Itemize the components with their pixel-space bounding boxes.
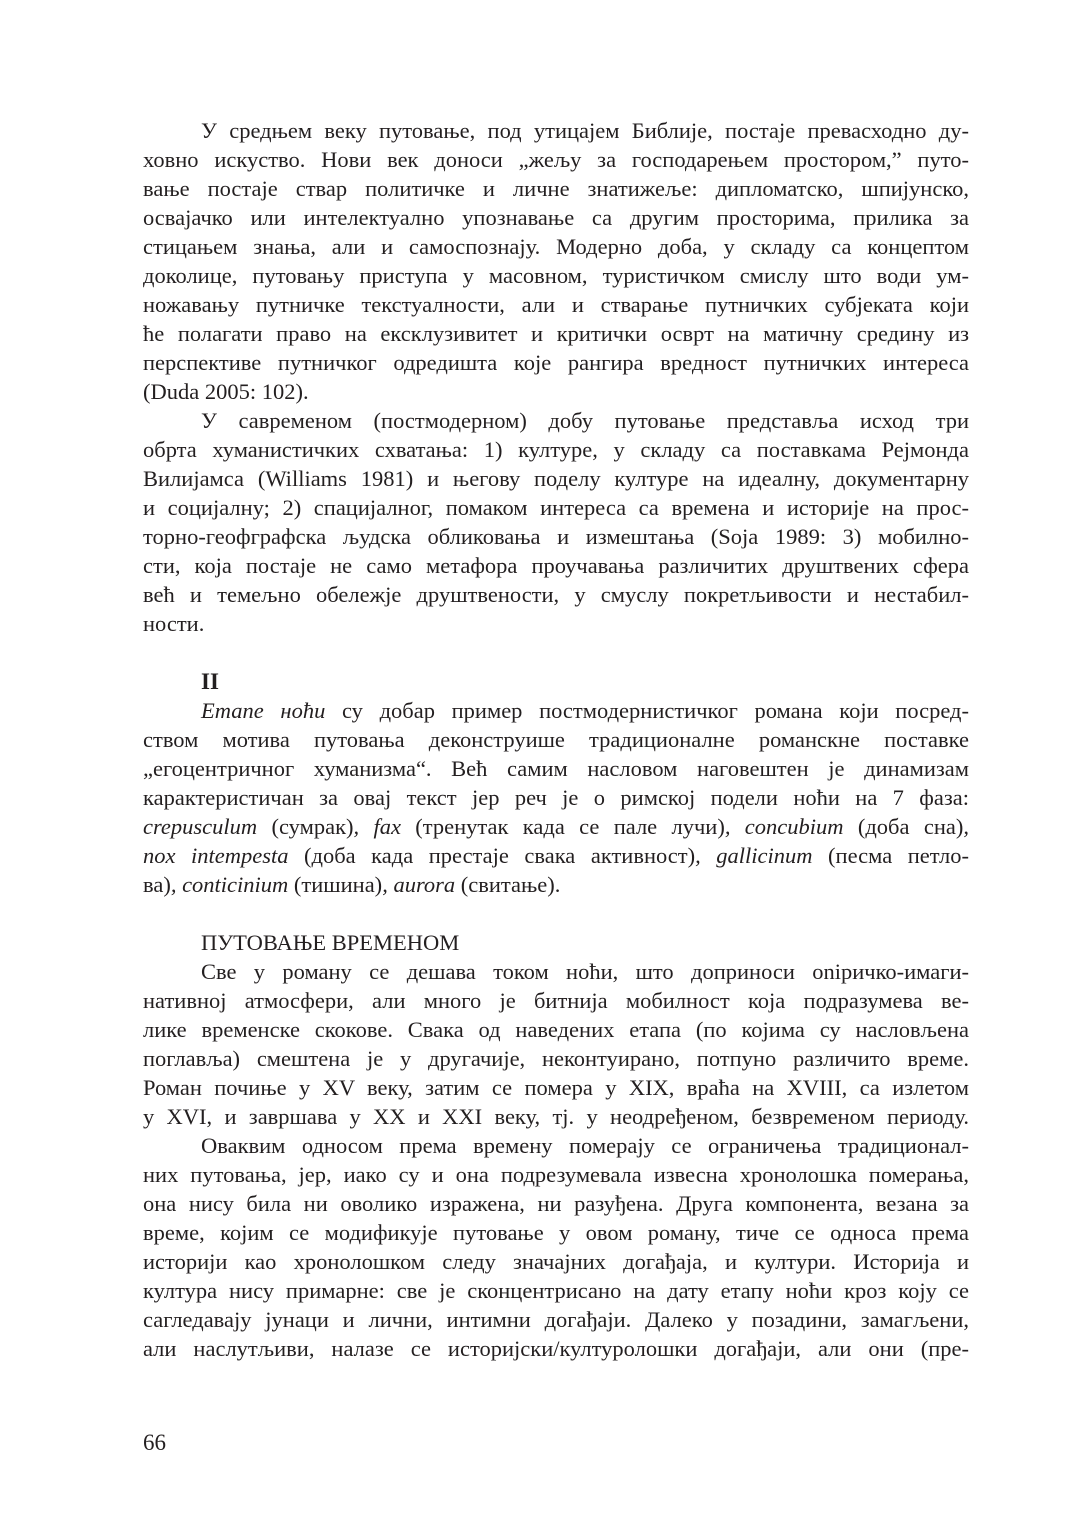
text-line: поглавља) смештена је у другачије, неконтуирано, потпуно различито време.	[143, 1046, 969, 1071]
novel-title: Етапе ноћи	[201, 698, 326, 723]
spacer	[143, 899, 969, 928]
text-line: вање постаје ствар политичке и личне знатижеље: дипломатско, шпијунско,	[143, 176, 969, 201]
text-line: Роман почиње у XV веку, затим се помера у XIX, враћа на XVIII, са излетом	[143, 1075, 969, 1100]
text-line: crepusculum (сумрак), fax (тренутак када се пале лучи), concubium (доба сна),	[143, 814, 969, 839]
text-line: и социјалну; 2) спацијалног, помаком интереса са времена и историје на прос-	[143, 495, 969, 520]
body-text	[143, 116, 969, 1363]
text-line: већ и темељно обележје друштвености, у смуслу покретљивости и нестабил-	[143, 582, 969, 607]
text-line: Етапе ноћи су добар пример постмодернистичког романа који посред-	[201, 698, 969, 723]
text-line: nox intempesta (доба када престаје свака активност), gallicinum (песма петло-	[143, 843, 969, 868]
text-line: она нису била ни оволико изражена, ни разуђена. Друга компонента, везана за	[143, 1191, 969, 1216]
text-line: сагледавају јунаци и лични, интимни догађаји. Далеко у позадини, замагљени,	[143, 1307, 969, 1332]
text-line: ва), conticinium (тишина), aurora (свитање).	[143, 872, 561, 897]
text-line: Све у роману се дешава током ноћи, што доприноси оniричко-имаги-	[201, 959, 969, 984]
text-line: ности.	[143, 611, 205, 636]
page-number: 66	[143, 1430, 166, 1455]
text-line: доколице, путовању приступа у масовном, туристичком смислу што води ум-	[143, 263, 969, 288]
text-line: култура нису примарне: све је сконцентрисано на дату етапу ноћи кроз коју се	[143, 1278, 969, 1303]
text-line: ством мотива путовања деконструише традиционалне романскне поставке	[143, 727, 969, 752]
text-line: лике временске скокове. Свака од наведених етапа (по којима су насловљена	[143, 1017, 969, 1042]
text-line: перспективе путничког одредишта које рангира вредност путничких интереса	[143, 350, 969, 375]
text-line: али наслутљиви, налазе се историјски/културолошки догађаји, али они (пре-	[143, 1336, 969, 1361]
text-line: Вилијамса (Williams 1981) и његову поделу културе на идеалну, документарну	[143, 466, 969, 491]
paragraph-3	[143, 696, 969, 899]
text-line: них путовања, јер, иако су и она подрезумевала извесна хронолошка померања,	[143, 1162, 969, 1187]
text-line: Оваквим односом према времену померају се ограничења традиционал-	[201, 1133, 969, 1158]
paragraph-1	[143, 116, 969, 406]
text-line: у XVI, и завршава у XX и XXI веку, тј. у неодређеном, безвременом периоду.	[143, 1104, 969, 1129]
text-line: У средњем веку путовање, под утицајем Библије, постаје превасходно ду-	[201, 118, 969, 143]
text-line: историји као хронолошком следу значајних догађаја, и култури. Историја и	[143, 1249, 969, 1274]
text-line: освајачко или интелектуално упознавање са другим просторима, прилика за	[143, 205, 969, 230]
section-heading-roman: II	[201, 669, 219, 694]
paragraph-2	[143, 406, 969, 638]
text-line: ножавању путничке текстуалности, али и стварање путничких субјеката који	[143, 292, 969, 317]
text-line: У савременом (постмодерном) добу путовање представља исход три	[201, 408, 969, 433]
section-title: ПУТОВАЊЕ ВРЕМЕНОМ	[201, 930, 460, 955]
text-line: карактеристичан за овај текст јер реч је о римској подели ноћи на 7 фаза:	[143, 785, 969, 810]
text-line: нативној атмосфери, али много је битнија мобилност која подразумева ве-	[143, 988, 969, 1013]
text-line: ховно искуство. Нови век доноси „жељу за господарењем простором,” путо-	[143, 147, 969, 172]
text-line: време, којим се модификује путовање у овом роману, тиче се односа према	[143, 1220, 969, 1245]
text-line: торно-геофграфска људска обликовања и измештања (Soja 1989: 3) мобилно-	[143, 524, 969, 549]
paragraph-5	[143, 1131, 969, 1363]
text-line: обрта хуманистичких схватања: 1) културе, у складу са поставкама Рејмонда	[143, 437, 969, 462]
spacer	[143, 638, 969, 667]
text-line: ће полагати право на ексклузивитет и критички осврт на матичну средину из	[143, 321, 969, 346]
text-line: сти, која постаје не само метафора проучавања различитих друштвених сфера	[143, 553, 969, 578]
text-line: „егоцентричног хуманизма“. Већ самим насловом наговештен је динамизам	[143, 756, 969, 781]
paragraph-4	[143, 957, 969, 1131]
text-line: (Duda 2005: 102).	[143, 379, 309, 404]
text-line: стицањем знања, али и самоспознају. Модерно доба, у складу са концептом	[143, 234, 969, 259]
